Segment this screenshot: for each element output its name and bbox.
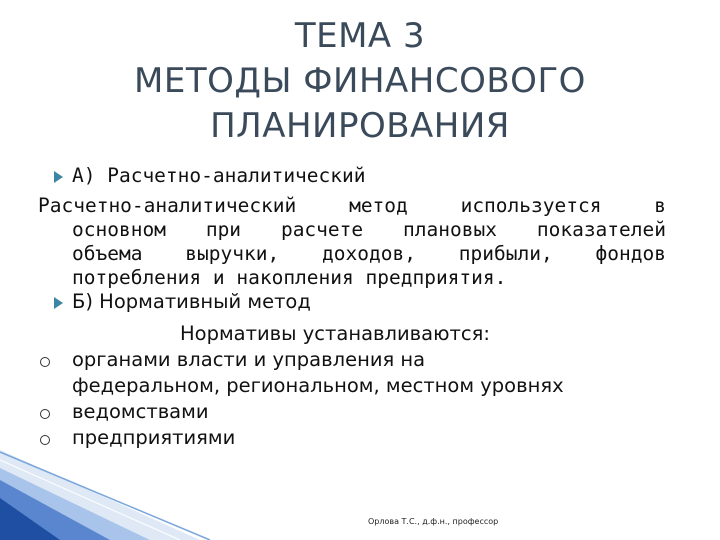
title-line-3: ПЛАНИРОВАНИЯ — [210, 106, 510, 146]
item-authorities: органами власти и управления на — [72, 348, 426, 371]
norms-intro: Нормативы устанавливаются: — [180, 322, 490, 345]
title-line-2: МЕТОДЫ ФИНАНСОВОГО — [134, 61, 586, 101]
circle-bullet-icon — [40, 357, 50, 367]
arrow-bullet-icon — [54, 171, 63, 183]
circle-bullet-icon — [40, 435, 50, 445]
slide-title — [0, 14, 720, 149]
para-a-line-2: основном при расчете плановых показателей — [72, 218, 666, 241]
para-a-line-1: Расчетно-аналитический метод используется в — [38, 194, 666, 217]
section-b-heading: Б) Нормативный метод — [72, 290, 311, 313]
para-a-line-3: объема выручки, доходов, прибыли, фондов — [72, 242, 666, 265]
circle-bullet-icon — [40, 409, 50, 419]
title-line-1: ТЕМА 3 — [294, 16, 426, 56]
item-departments: ведомствами — [72, 400, 209, 423]
arrow-bullet-icon — [54, 297, 63, 309]
section-a-heading: А) Расчетно-аналитический — [72, 164, 366, 187]
para-a-line-4: потребления и накопления предприятия. — [72, 266, 507, 289]
item-authorities-cont: федеральном, региональном, местном уровнях — [72, 374, 564, 397]
item-enterprises: предприятиями — [72, 426, 236, 449]
footer-author: Орлова Т.С., д.ф.н., профессор — [368, 517, 499, 526]
